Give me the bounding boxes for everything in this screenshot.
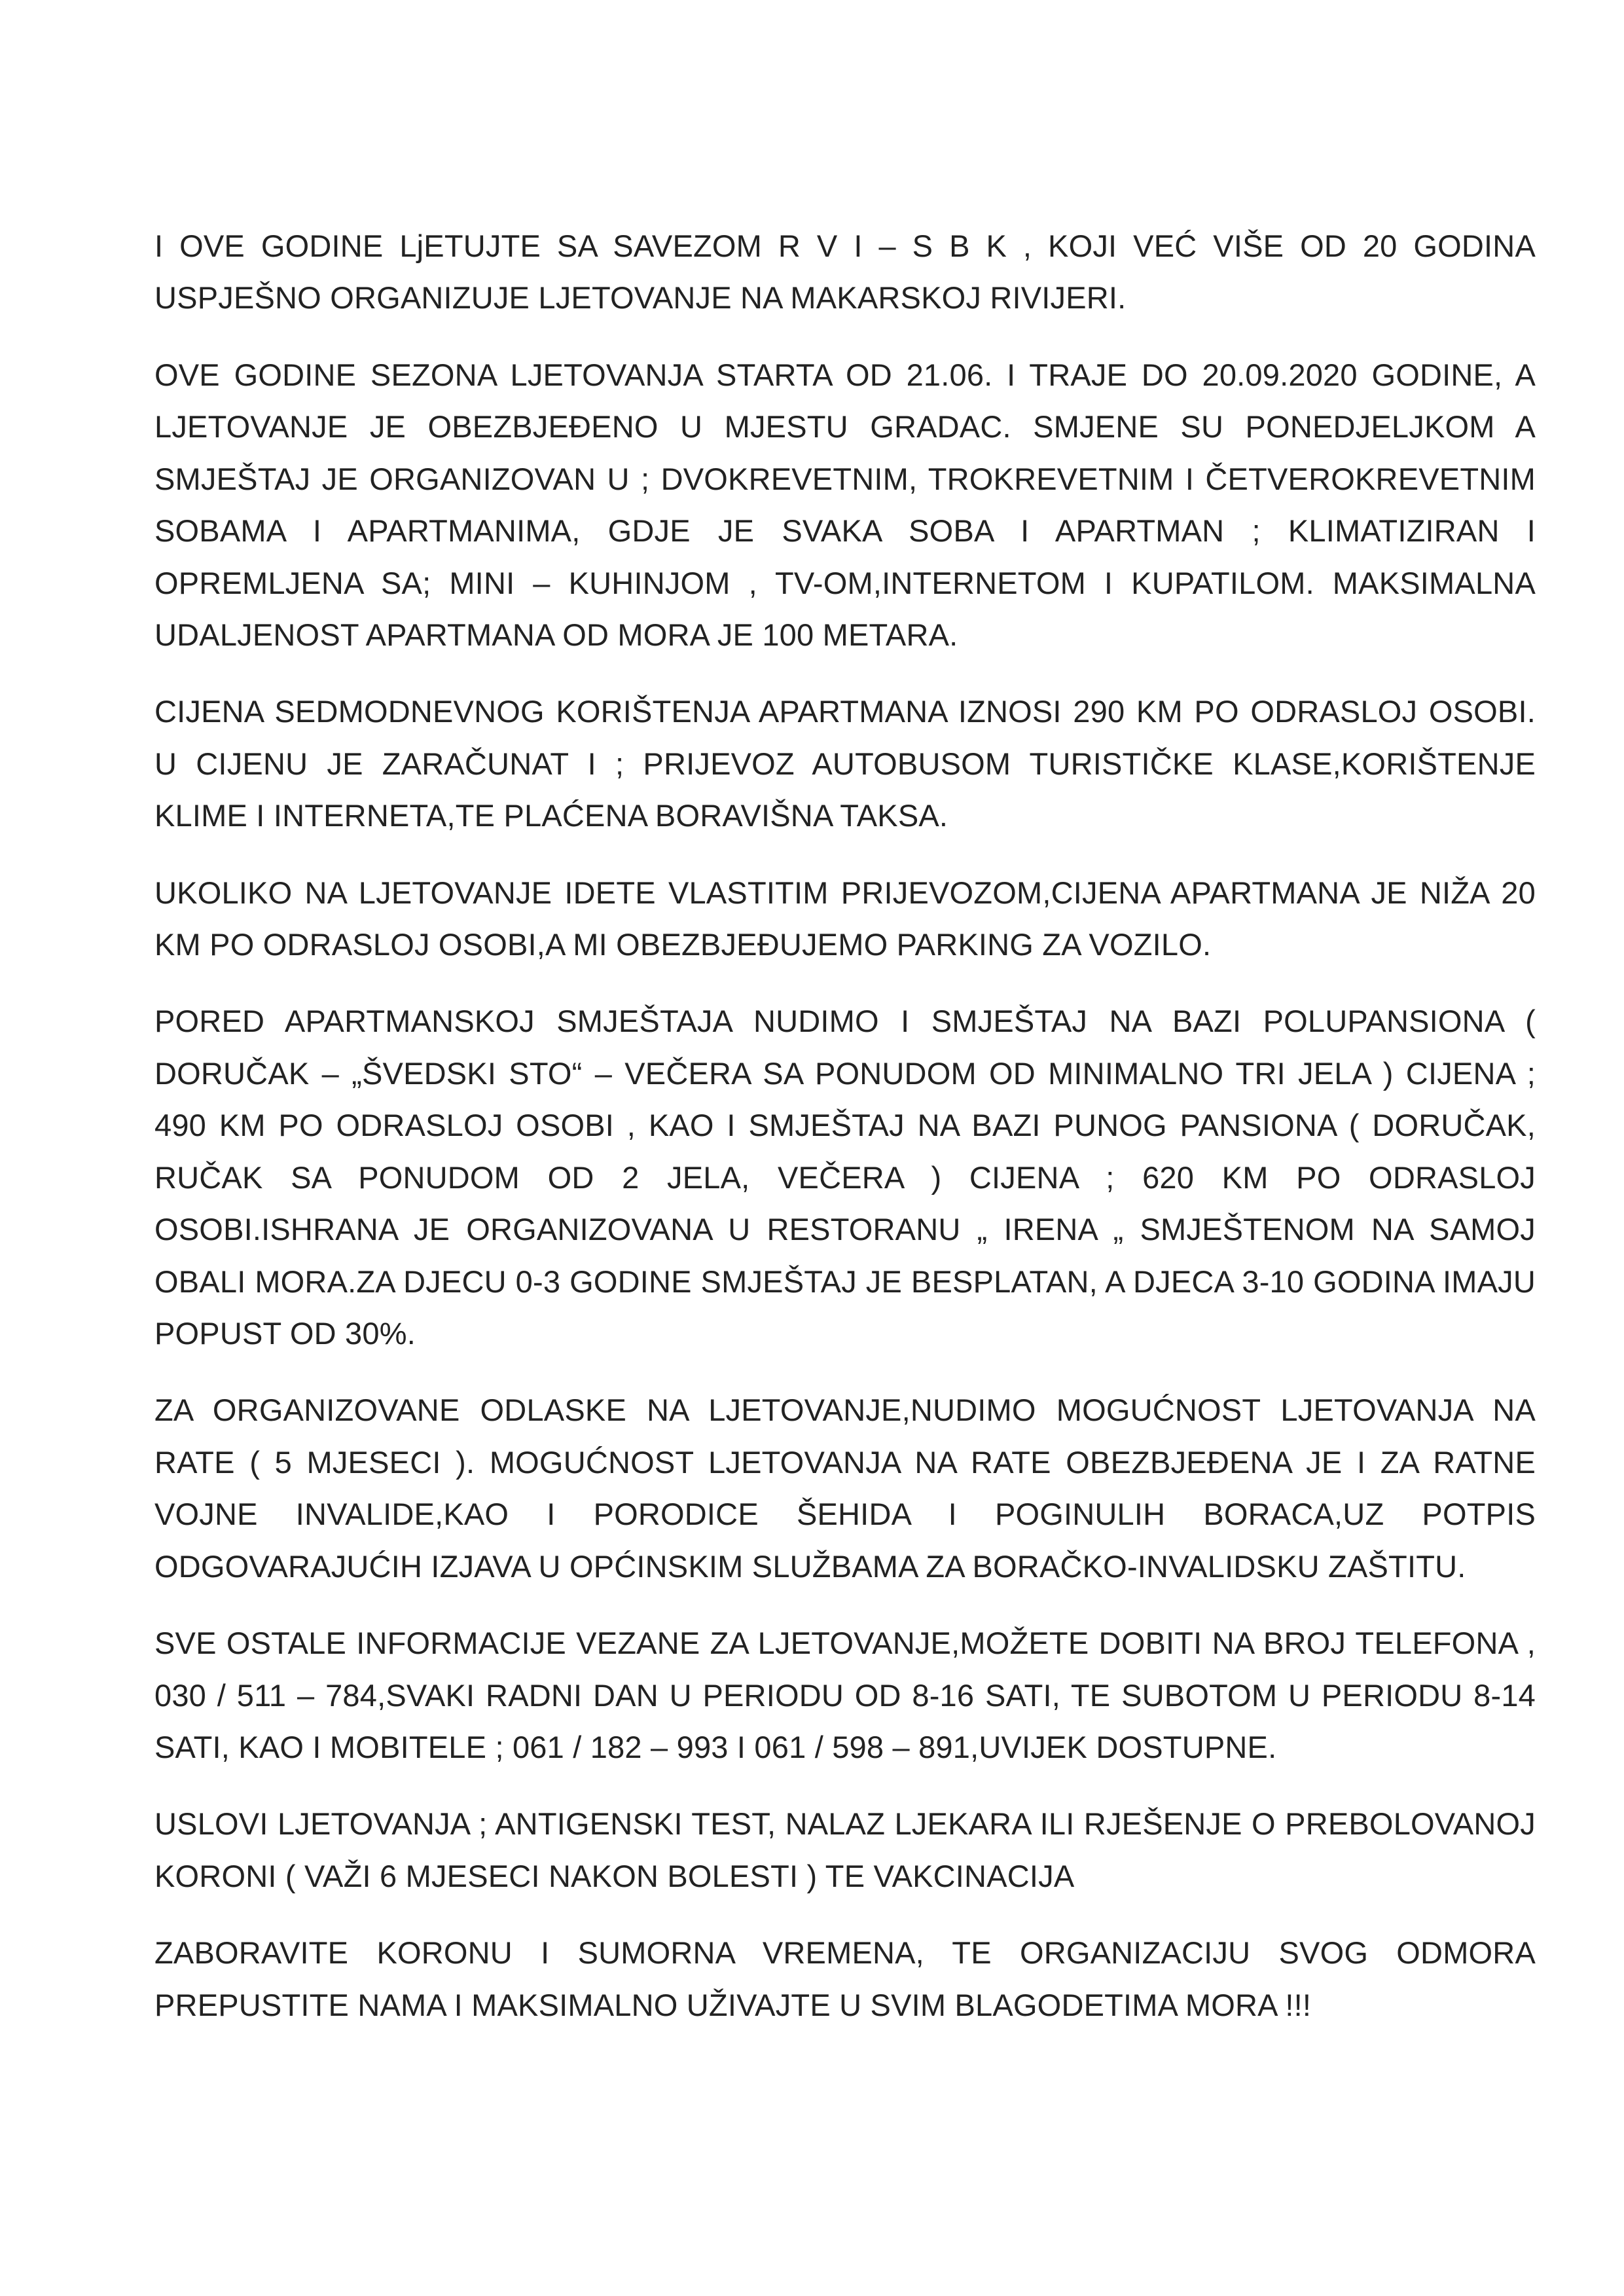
paragraph-board-options: PORED APARTMANSKOJ SMJEŠTAJA NUDIMO I SMJEŠTAJ NA BAZI POLUPANSIONA ( DORUČAK – „ŠVEDSKI STO“ – VEČERA SA PONUDOM OD MINIMALNO TRI JELA ) CIJENA ; 490 KM PO ODRASLOJ OSOBI , KAO I SMJEŠTAJ NA BAZI PUNOG PANSIONA ( DORUČAK, RUČAK SA PONUDOM OD 2 JELA, VEČERA ) CIJENA ; 620 KM PO ODRASLOJ OSOBI.ISHRANA JE ORGANIZOVANA U RESTORANU „ IRENA „ SMJEŠTENOM NA SAMOJ OBALI MORA.ZA DJECU 0-3 GODINE SMJEŠTAJ JE BESPLATAN, A DJECA 3-10 GODINA IMAJU POPUST OD 30%. <box>154 1004 1536 1351</box>
paragraph-season: OVE GODINE SEZONA LJETOVANJA STARTA OD 21.06. I TRAJE DO 20.09.2020 GODINE, A LJETOVANJE JE OBEZBJEĐENO U MJESTU GRADAC. SMJENE SU PONEDJELJKOM A SMJEŠTAJ JE ORGANIZOVAN U ; DVOKREVETNIM, TROKREVETNIM I ČETVEROKREVETNIM SOBAMA I APARTMANIMA, GDJE JE SVAKA SOBA I APARTMAN ; KLIMATIZIRAN I OPREMLJENA SA; MINI – KUHINJOM , TV-OM,INTERNETOM I KUPATILOM. MAKSIMALNA UDALJENOST APARTMANA OD MORA JE 100 METARA. <box>154 357 1536 652</box>
paragraph-own-transport: UKOLIKO NA LJETOVANJE IDETE VLASTITIM PRIJEVOZOM,CIJENA APARTMANA JE NIŽA 20 KM PO ODRASLOJ OSOBI,A MI OBEZBJEĐUJEMO PARKING ZA VOZILO. <box>154 875 1536 962</box>
document-body <box>154 220 1536 2056</box>
paragraph-price: CIJENA SEDMODNEVNOG KORIŠTENJA APARTMANA IZNOSI 290 KM PO ODRASLOJ OSOBI. U CIJENU JE ZARAČUNAT I ; PRIJEVOZ AUTOBUSOM TURISTIČKE KLASE,KORIŠTENJE KLIME I INTERNETA,TE PLAĆENA BORAVIŠNA TAKSA. <box>154 694 1536 833</box>
paragraph-contact: SVE OSTALE INFORMACIJE VEZANE ZA LJETOVANJE,MOŽETE DOBITI NA BROJ TELEFONA , 030 / 511 – 784,SVAKI RADNI DAN U PERIODU OD 8-16 SATI, TE SUBOTOM U PERIODU 8-14 SATI, KAO I MOBITELE ; 061 / 182 – 993 I 061 / 598 – 891,UVIJEK DOSTUPNE. <box>154 1626 1536 1764</box>
paragraph-intro: I OVE GODINE LjETUJTE SA SAVEZOM R V I – S B K , KOJI VEĆ VIŠE OD 20 GODINA USPJEŠNO ORGANIZUJE LJETOVANJE NA MAKARSKOJ RIVIJERI. <box>154 228 1536 316</box>
paragraph-closing: ZABORAVITE KORONU I SUMORNA VREMENA, TE ORGANIZACIJU SVOG ODMORA PREPUSTITE NAMA I MAKSIMALNO UŽIVAJTE U SVIM BLAGODETIMA MORA !!! <box>154 1935 1536 2022</box>
paragraph-conditions: USLOVI LJETOVANJA ; ANTIGENSKI TEST, NALAZ LJEKARA ILI RJEŠENJE O PREBOLOVANOJ KORONI ( VAŽI 6 MJESECI NAKON BOLESTI ) TE VAKCINACIJA <box>154 1806 1536 1893</box>
paragraph-installments: ZA ORGANIZOVANE ODLASKE NA LJETOVANJE,NUDIMO MOGUĆNOST LJETOVANJA NA RATE ( 5 MJESECI ). MOGUĆNOST LJETOVANJA NA RATE OBEZBJEĐENA JE I ZA RATNE VOJNE INVALIDE,KAO I PORODICE ŠEHIDA I POGINULIH BORACA,UZ POTPIS ODGOVARAJUĆIH IZJAVA U OPĆINSKIM SLUŽBAMA ZA BORAČKO-INVALIDSKU ZAŠTITU. <box>154 1393 1536 1584</box>
